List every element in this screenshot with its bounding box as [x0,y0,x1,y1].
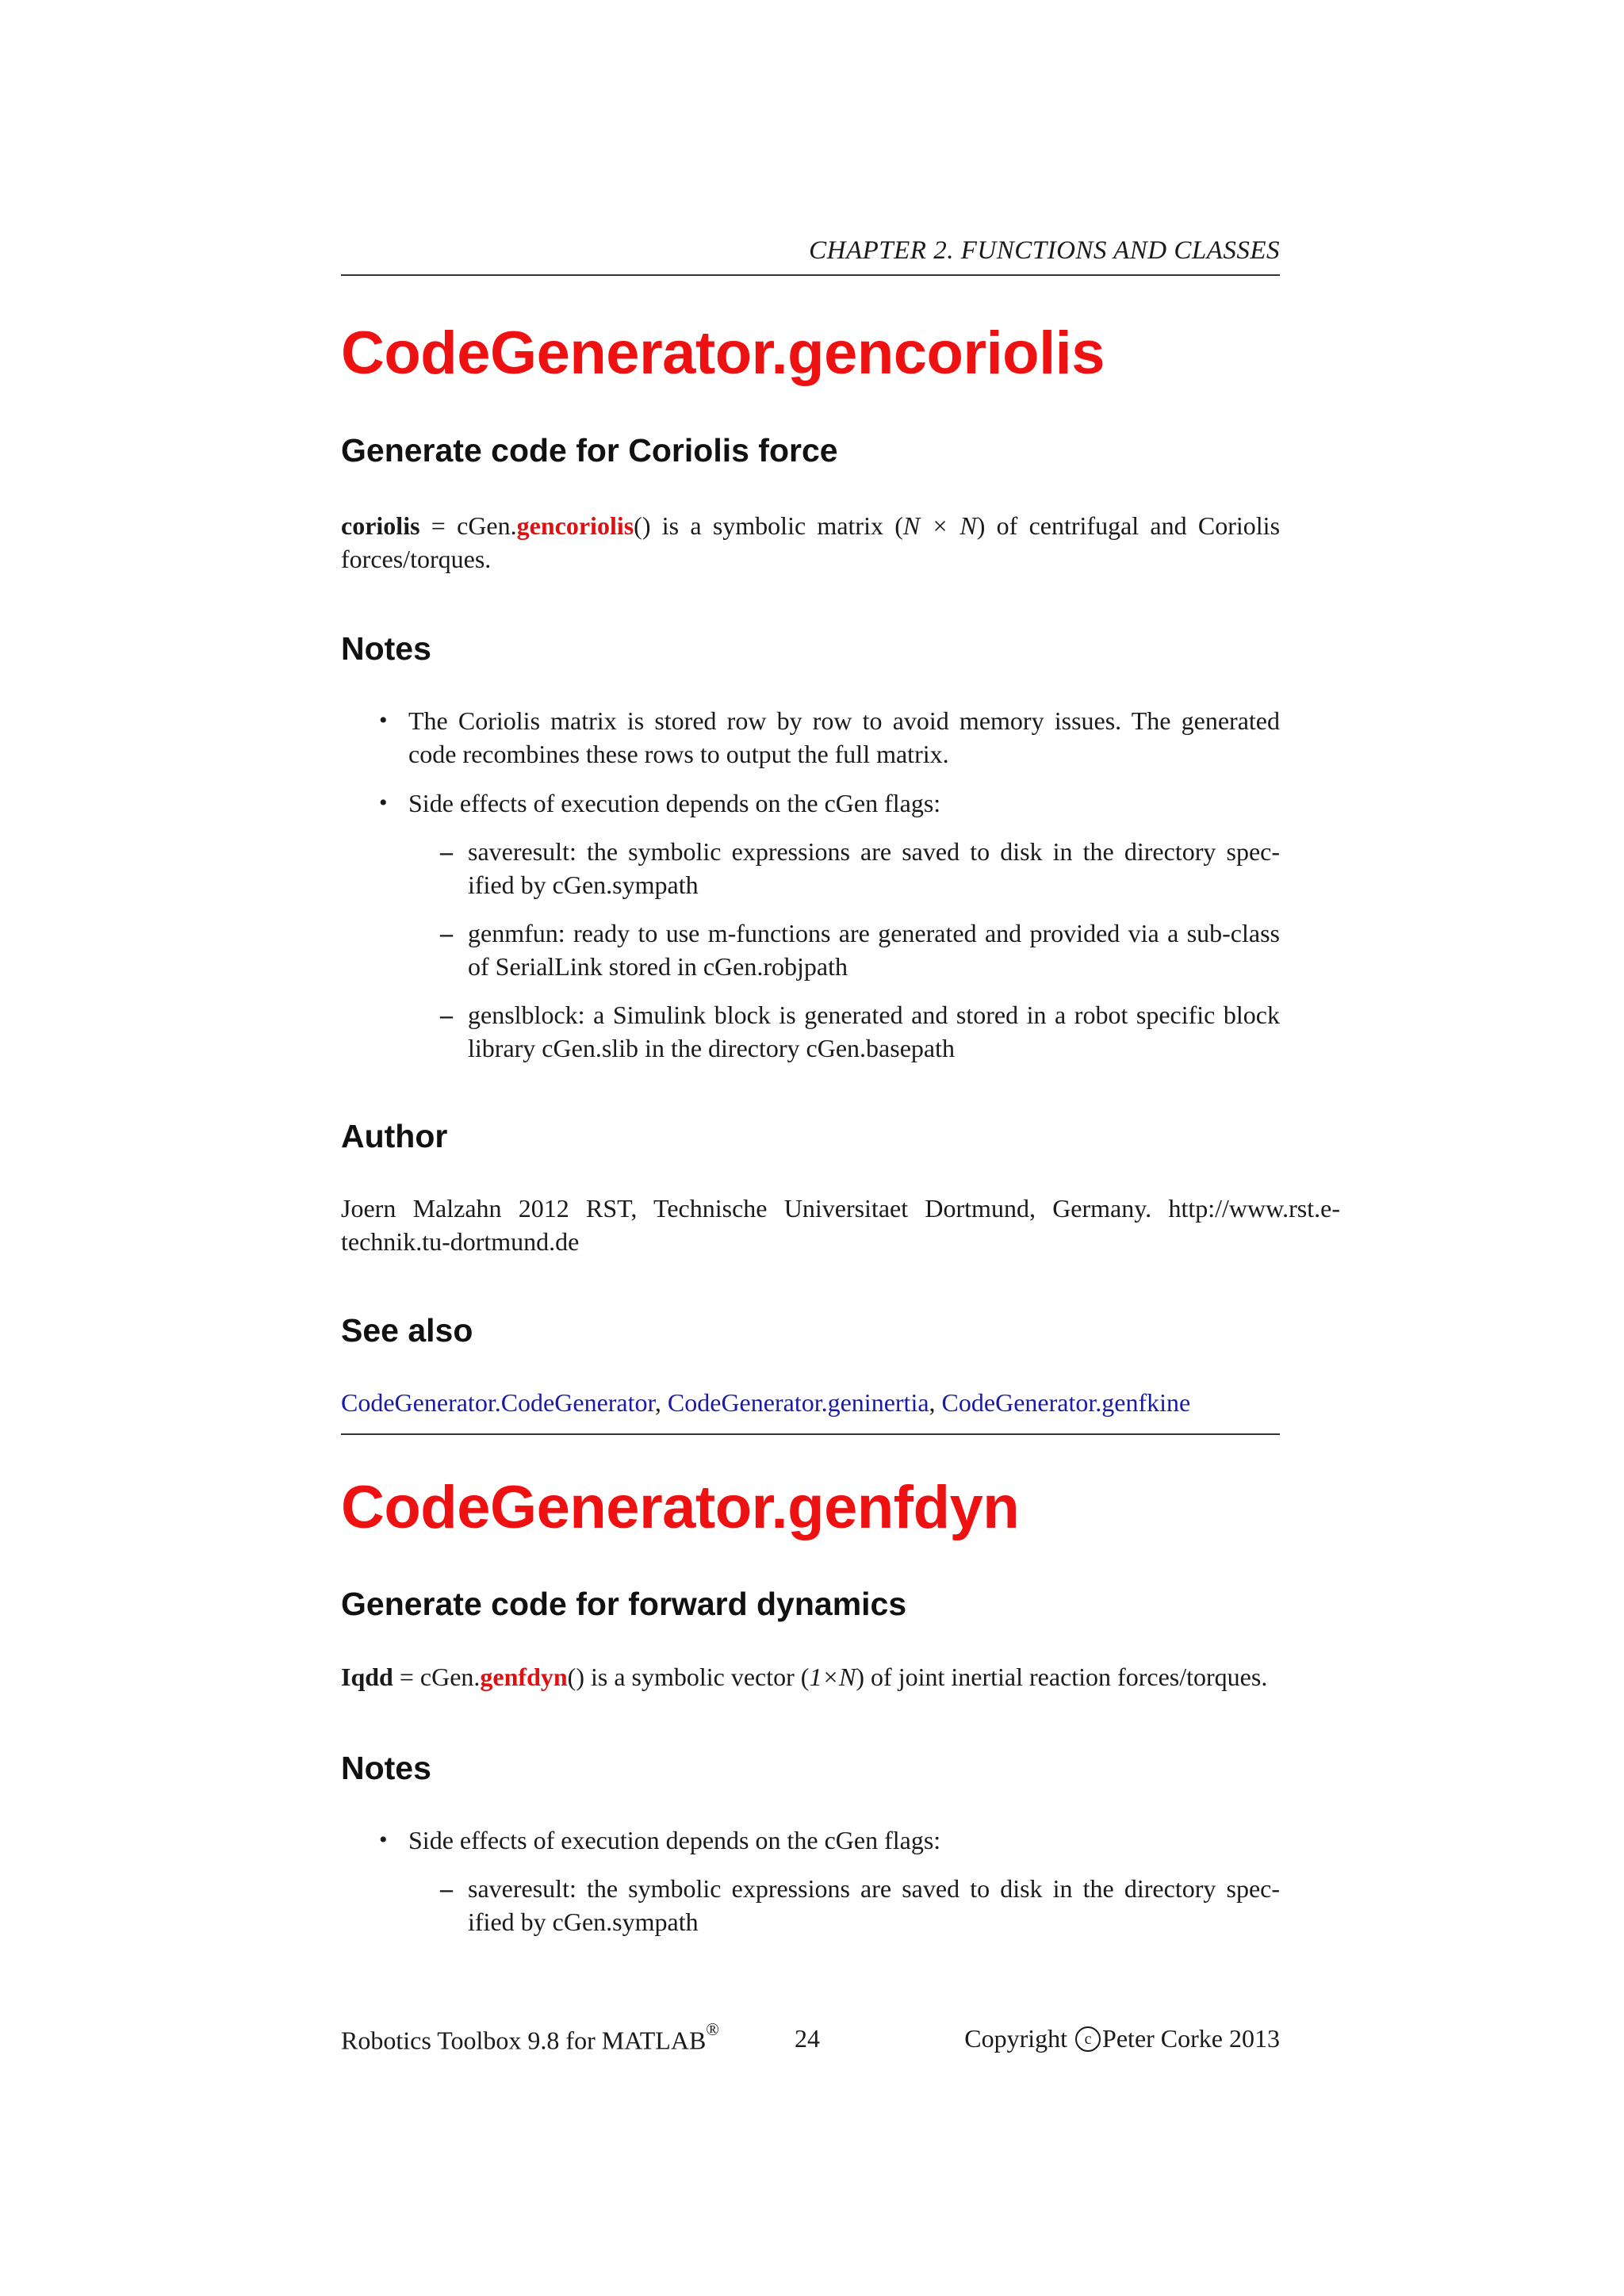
page-number: 24 [795,2024,820,2053]
note-text: Side effects of execution depends on the cGen flags: [408,1826,941,1854]
header-rule [341,274,1280,276]
bullet-icon: • [379,790,388,816]
separator: , [654,1388,668,1417]
usage-paragraph [341,1660,1280,1693]
function-subtitle: Generate code for forward dynamics [341,1586,907,1622]
usage-text: () is a symbolic matrix ( [634,511,903,540]
bullet-icon: • [379,707,388,733]
dash-icon: – [440,837,453,866]
seealso-heading: See also [341,1312,473,1349]
running-header: CHAPTER 2. FUNCTIONS AND CLASSES [809,236,1280,265]
document-page [341,0,1340,2296]
seealso-link[interactable]: CodeGenerator.geninertia [667,1388,929,1417]
usage-math: 1×N [809,1663,856,1691]
separator: , [929,1388,942,1417]
usage-text: = cGen. [393,1663,481,1691]
usage-text: = cGen. [419,511,517,540]
usage-math: N × N [902,511,977,540]
function-subtitle: Generate code for Coriolis force [341,432,838,469]
subnote-text: genmfun: ready to use m-functions are generated and provided via a sub-class of SerialLink stored in cGen.robjpath [468,919,1280,981]
registered-mark: ® [706,2019,719,2039]
seealso-link[interactable]: CodeGenerator.CodeGenerator [341,1388,655,1417]
seealso-links [341,1386,1280,1419]
usage-text: ) of joint inertial reaction forces/torques. [856,1663,1268,1691]
subnote-text: saveresult: the symbolic expressions are saved to disk in the directory spec-ified by cGen.sympath [468,1874,1280,1936]
seealso-link[interactable]: CodeGenerator.genfkine [941,1388,1191,1417]
dash-icon: – [440,1001,453,1029]
copyright-icon: c [1075,2026,1101,2052]
footer-title [341,2019,719,2056]
usage-method: gencoriolis [516,511,634,540]
subnote-text: saveresult: the symbolic expressions are saved to disk in the directory spec-ified by cGen.sympath [468,837,1280,899]
bullet-icon: • [379,1827,388,1853]
copyright-text: Copyright [964,2024,1074,2053]
usage-method: genfdyn [480,1663,568,1691]
usage-output: Iqdd [341,1663,393,1691]
function-title: CodeGenerator.gencoriolis [341,320,1105,387]
author-heading: Author [341,1118,448,1154]
author-text: Joern Malzahn 2012 RST, Technische Universitaet Dortmund, Germany. http://www.rst.e-technik.tu-dortmund.de [341,1194,1340,1256]
subnote-text: genslblock: a Simulink block is generated and stored in a robot specific block library cGen.slib in the directory cGen.basepath [468,1001,1280,1062]
usage-text: ) of centrifugal and Coriolis forces/torques. [341,511,1281,573]
section-rule [341,1433,1280,1435]
note-text: The Coriolis matrix is stored row by row to avoid memory issues. The generated code recombines these rows to output the full matrix. [408,706,1280,768]
dash-icon: – [440,1874,453,1903]
footer-copyright [964,2024,1280,2054]
usage-output: coriolis [341,511,420,540]
footer-title-text: Robotics Toolbox 9.8 for MATLAB [341,2026,707,2055]
notes-heading: Notes [341,630,431,667]
usage-paragraph [341,509,1280,576]
function-title: CodeGenerator.genfdyn [341,1474,1020,1541]
usage-text: () is a symbolic vector ( [567,1663,810,1691]
copyright-holder: Peter Corke 2013 [1102,2024,1280,2053]
notes-heading: Notes [341,1750,431,1786]
note-text: Side effects of execution depends on the cGen flags: [408,789,941,817]
dash-icon: – [440,919,453,947]
